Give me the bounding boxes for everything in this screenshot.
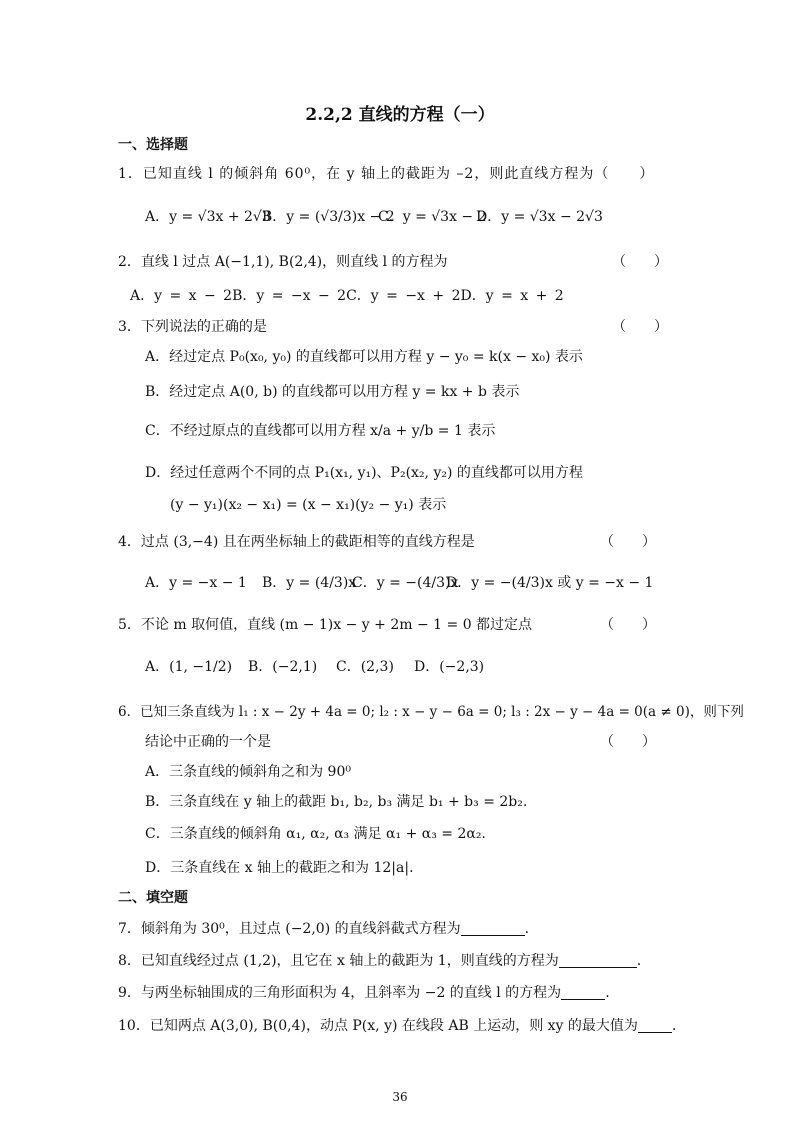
- question-7-answer-blank[interactable]: [461, 921, 525, 936]
- question-1-option-c: C．y = √3x − 2: [378, 209, 487, 225]
- question-3-option-d-line2: (y − y₁)(x₂ − x₁) = (x − x₁)(y₂ − y₁) 表示: [170, 497, 447, 513]
- question-9-text: 9．与两坐标轴围成的三角形面积为 4，且斜率为 −2 的直线 l 的方程为: [118, 985, 562, 1001]
- question-1-option-b: B．y = (√3/3)x − 2: [262, 209, 395, 225]
- question-4-answer-bracket: （ ）: [600, 534, 656, 550]
- question-6-stem-line2: 结论中正确的一个是: [145, 734, 271, 750]
- question-2-stem: 2．直线 l 过点 A(−1,1), B(2,4)，则直线 l 的方程为: [118, 254, 448, 270]
- question-6-answer-bracket: （ ）: [600, 734, 656, 750]
- question-6-option-a: A．三条直线的倾斜角之和为 90⁰: [145, 764, 351, 780]
- question-4-option-d: D．y = −(4/3)x 或 y = −x − 1: [446, 575, 654, 591]
- page-title: 2.2,2 直线的方程（一）: [305, 105, 495, 125]
- question-10-answer-blank[interactable]: [638, 1018, 672, 1033]
- question-2-options: A．y = x − 2B．y = −x − 2C．y = −x + 2D．y = x + 2: [130, 288, 564, 304]
- question-8: 8．已知直线经过点 (1,2)，且它在 x 轴上的截距为 1，则直线的方程为 .: [118, 953, 642, 969]
- question-3-option-c: C．不经过原点的直线都可以用方程 x/a + y/b = 1 表示: [145, 423, 496, 439]
- question-6-stem-line1: 6．已知三条直线为 l₁ : x − 2y + 4a = 0; l₂ : x − y − 6a = 0; l₃ : 2x − y − 4a = 0(a ≠ 0)，则下列: [118, 704, 744, 720]
- question-3-answer-bracket: （ ）: [612, 319, 668, 335]
- question-5-option-a: A．(1, −1/2): [145, 659, 233, 675]
- question-10-text: 10．已知两点 A(3,0), B(0,4)，动点 P(x, y) 在线段 AB 上运动，则 xy 的最大值为: [118, 1018, 638, 1034]
- question-1-option-d: D．y = √3x − 2√3: [476, 209, 603, 225]
- section-heading-fill: 二、填空题: [118, 890, 188, 906]
- question-6-option-c: C．三条直线的倾斜角 α₁, α₂, α₃ 满足 α₁ + α₃ = 2α₂.: [145, 826, 486, 842]
- question-8-answer-blank[interactable]: [559, 953, 637, 968]
- question-6-option-b: B．三条直线在 y 轴上的截距 b₁, b₂, b₃ 满足 b₁ + b₃ = 2b₂.: [145, 794, 528, 810]
- question-9: 9．与两坐标轴围成的三角形面积为 4，且斜率为 −2 的直线 l 的方程为 .: [118, 985, 610, 1001]
- question-5-option-c: C．(2,3): [336, 659, 394, 675]
- question-4-stem: 4．过点 (3,−4) 且在两坐标轴上的截距相等的直线方程是: [118, 534, 475, 550]
- question-3-option-a: A．经过定点 P₀(x₀, y₀) 的直线都可以用方程 y − y₀ = k(x − x₀) 表示: [145, 349, 583, 365]
- question-3-option-b: B．经过定点 A(0, b) 的直线都可以用方程 y = kx + b 表示: [145, 384, 520, 400]
- question-1-option-a: A．y = √3x + 2√3: [145, 209, 271, 225]
- question-3-stem: 3．下列说法的正确的是: [118, 319, 267, 335]
- question-10: 10．已知两点 A(3,0), B(0,4)，动点 P(x, y) 在线段 AB 上运动，则 xy 的最大值为 .: [118, 1018, 677, 1034]
- question-5-answer-bracket: （ ）: [600, 617, 656, 633]
- question-6-option-d: D．三条直线在 x 轴上的截距之和为 12|a|.: [145, 860, 414, 876]
- question-7: 7．倾斜角为 30⁰，且过点 (−2,0) 的直线斜截式方程为 .: [118, 921, 530, 937]
- section-heading-choice: 一、选择题: [118, 137, 188, 153]
- question-7-text: 7．倾斜角为 30⁰，且过点 (−2,0) 的直线斜截式方程为: [118, 921, 461, 937]
- question-4-option-a: A．y = −x − 1: [145, 575, 247, 591]
- question-5-option-d: D．(−2,3): [414, 659, 485, 675]
- question-4-option-c: C．y = −(4/3)x: [352, 575, 459, 591]
- question-8-text: 8．已知直线经过点 (1,2)，且它在 x 轴上的截距为 1，则直线的方程为: [118, 953, 559, 969]
- page-number: 36: [392, 1090, 408, 1104]
- question-2-answer-bracket: （ ）: [612, 254, 668, 270]
- question-3-option-d-line1: D．经过任意两个不同的点 P₁(x₁, y₁)、P₂(x₂, y₂) 的直线都可以用方程: [145, 465, 583, 481]
- question-5-option-b: B．(−2,1): [248, 659, 318, 675]
- question-1-stem: 1．已知直线 l 的倾斜角 60⁰，在 y 轴上的截距为 –2，则此直线方程为（ ）: [118, 166, 655, 182]
- question-5-stem: 5．不论 m 取何值，直线 (m − 1)x − y + 2m − 1 = 0 都过定点: [118, 617, 533, 633]
- question-4-option-b: B．y = (4/3)x: [262, 575, 357, 591]
- question-9-answer-blank[interactable]: [561, 985, 605, 1000]
